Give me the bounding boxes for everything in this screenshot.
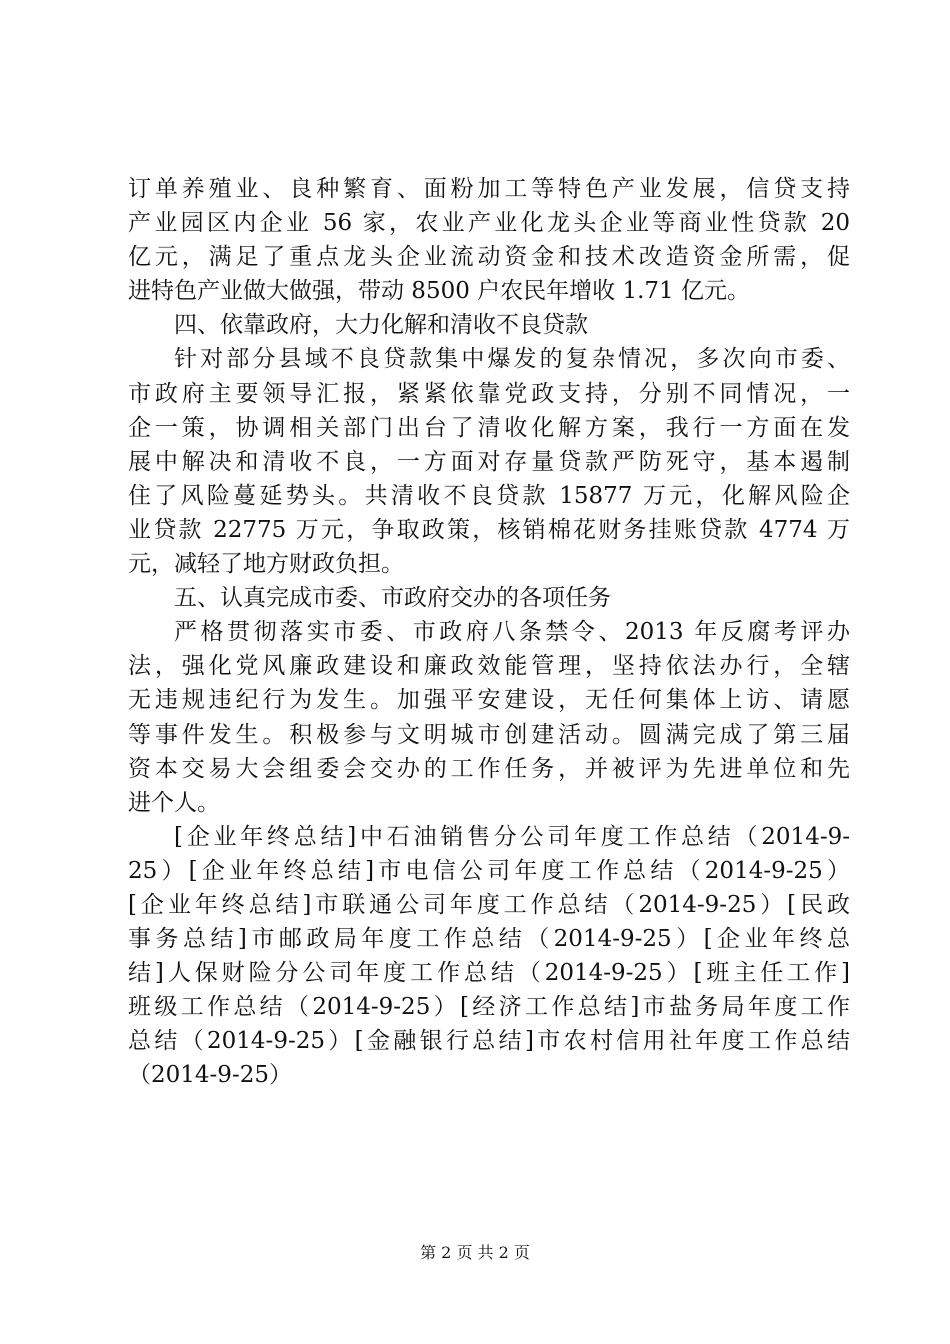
text-line: 总结（2014-9-25）[金融银行总结]市农村信用社年度工作总结	[128, 1028, 850, 1055]
text-line: 结]人保财险分公司年度工作总结（2014-9-25）[班主任工作]	[128, 960, 850, 987]
text-line: 法，强化党风廉政建设和廉政效能管理，坚持依法办行，全辖	[128, 653, 850, 680]
text-line: 资本交易大会组委会交办的工作任务，并被评为先进单位和先	[128, 755, 850, 782]
text-line: 元，减轻了地方财政负担。	[128, 551, 404, 578]
text-line: 四、依靠政府，大力化解和清收不良贷款	[174, 312, 588, 339]
text-line: 进特色产业做大做强，带动 8500 户农民年增收 1.71 亿元。	[128, 278, 750, 305]
text-line: 订单养殖业、良种繁育、面粉加工等特色产业发展，信贷支持	[128, 176, 850, 202]
text-line: 严格贯彻落实市委、市政府八条禁令、2013 年反腐考评办	[174, 619, 850, 646]
text-line: 25）[企业年终总结]市电信公司年度工作总结（2014-9-25）	[128, 857, 850, 884]
text-line: 企一策，协调相关部门出台了清收化解方案，我行一方面在发	[128, 414, 850, 441]
text-line: 五、认真完成市委、市政府交办的各项任务	[174, 585, 611, 612]
text-line: 展中解决和清收不良，一方面对存量贷款严防死守，基本遏制	[128, 448, 850, 475]
page-footer: 第 2 页 共 2 页	[420, 1243, 530, 1262]
document-body	[128, 172, 850, 1093]
text-line: 进个人。	[128, 789, 220, 816]
text-line: 班级工作总结（2014-9-25）[经济工作总结]市盐务局年度工作	[128, 994, 850, 1021]
text-line: 业贷款 22775 万元，争取政策，核销棉花财务挂账贷款 4774 万	[128, 516, 850, 543]
text-line: （2014-9-25）	[128, 1062, 292, 1089]
text-line: 住了风险蔓延势头。共清收不良贷款 15877 万元，化解风险企	[128, 482, 850, 509]
text-line: [企业年终总结]中石油销售分公司年度工作总结（2014-9-	[174, 823, 850, 850]
text-line: 无违规违纪行为发生。加强平安建设，无任何集体上访、请愿	[128, 687, 850, 714]
text-line: 亿元，满足了重点龙头企业流动资金和技术改造资金所需，促	[128, 244, 850, 271]
text-line: 针对部分县域不良贷款集中爆发的复杂情况，多次向市委、	[174, 346, 850, 373]
text-line: 等事件发生。积极参与文明城市创建活动。圆满完成了第三届	[128, 721, 850, 748]
text-line: [企业年终总结]市联通公司年度工作总结（2014-9-25）[民政	[128, 891, 850, 918]
text-line: 产业园区内企业 56 家，农业产业化龙头企业等商业性贷款 20	[128, 210, 850, 237]
text-line: 事务总结]市邮政局年度工作总结（2014-9-25）[企业年终总	[128, 926, 850, 953]
text-line: 市政府主要领导汇报，紧紧依靠党政支持，分别不同情况，一	[128, 380, 850, 407]
